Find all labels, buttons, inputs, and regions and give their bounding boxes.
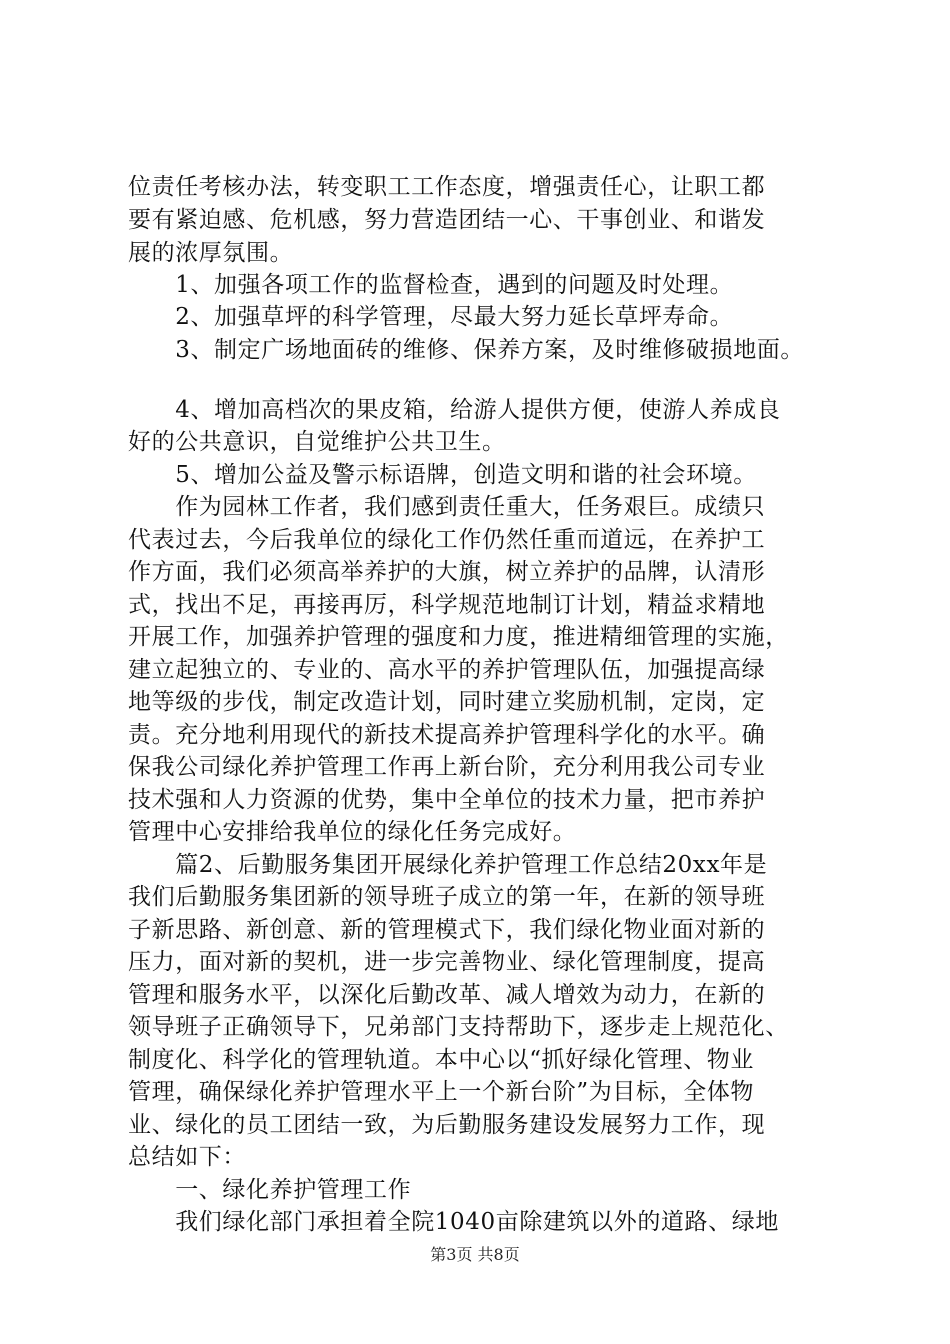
text-line: 建立起独立的、专业的、高水平的养护管理队伍，加强提高绿 — [128, 657, 766, 683]
text-line: 位责任考核办法，转变职工工作态度，增强责任心，让职工都 — [128, 174, 766, 200]
text-line: 要有紧迫感、危机感，努力营造团结一心、干事创业、和谐发 — [128, 207, 766, 233]
text-line: 开展工作，加强养护管理的强度和力度，推进精细管理的实施， — [128, 624, 789, 650]
text-line: 4、增加高档次的果皮箱，给游人提供方便，使游人养成良 — [128, 397, 781, 423]
text-line: 业、绿化的员工团结一致，为后勤服务建设发展努力工作，现 — [128, 1112, 766, 1138]
text-line: 管理，确保绿化养护管理水平上一个新台阶”为目标，全体物 — [128, 1079, 754, 1105]
text-line: 领导班子正确领导下，兄弟部门支持帮助下，逐步走上规范化、 — [128, 1014, 789, 1040]
text-line: 5、增加公益及警示标语牌，创造文明和谐的社会环境。 — [128, 462, 757, 488]
text-line: 我们绿化部门承担着全院1040亩除建筑以外的道路、绿地 — [128, 1209, 779, 1235]
text-line: 式，找出不足，再接再厉，科学规范地制订计划，精益求精地 — [128, 592, 766, 618]
text-line: 保我公司绿化养护管理工作再上新台阶，充分利用我公司专业 — [128, 754, 766, 780]
text-line: 制度化、科学化的管理轨道。本中心以“抓好绿化管理、物业 — [128, 1047, 754, 1073]
text-line: 管理中心安排给我单位的绿化任务完成好。 — [128, 819, 577, 845]
text-line: 我们后勤服务集团新的领导班子成立的第一年，在新的领导班 — [128, 884, 766, 910]
text-line: 3、制定广场地面砖的维修、保养方案，及时维修破损地面。 — [128, 337, 805, 363]
text-line: 作方面，我们必须高举养护的大旗，树立养护的品牌，认清形 — [128, 559, 766, 585]
text-line: 作为园林工作者，我们感到责任重大，任务艰巨。成绩只 — [128, 494, 766, 520]
text-line: 责。充分地利用现代的新技术提高养护管理科学化的水平。确 — [128, 722, 766, 748]
text-line: 子新思路、新创意、新的管理模式下，我们绿化物业面对新的 — [128, 917, 766, 943]
text-line: 地等级的步伐，制定改造计划，同时建立奖励机制，定岗，定 — [128, 689, 766, 715]
page-footer: 第3页 共8页 — [430, 1245, 520, 1264]
text-line: 总结如下： — [128, 1144, 246, 1170]
text-line: 好的公共意识，自觉维护公共卫生。 — [128, 429, 506, 455]
text-line: 管理和服务水平，以深化后勤改革、减人增效为动力，在新的 — [128, 982, 766, 1008]
text-line: 篇2、后勤服务集团开展绿化养护管理工作总结20xx年是 — [128, 852, 768, 878]
text-line: 技术强和人力资源的优势，集中全单位的技术力量，把市养护 — [128, 787, 766, 813]
section-heading: 一、绿化养护管理工作 — [128, 1177, 412, 1203]
text-line: 代表过去，今后我单位的绿化工作仍然任重而道远，在养护工 — [128, 527, 766, 553]
text-line: 1、加强各项工作的监督检查，遇到的问题及时处理。 — [128, 272, 734, 298]
text-line: 压力，面对新的契机，进一步完善物业、绿化管理制度，提高 — [128, 949, 766, 975]
text-line: 展的浓厚氛围。 — [128, 240, 294, 266]
text-line: 2、加强草坪的科学管理，尽最大努力延长草坪寿命。 — [128, 304, 734, 330]
